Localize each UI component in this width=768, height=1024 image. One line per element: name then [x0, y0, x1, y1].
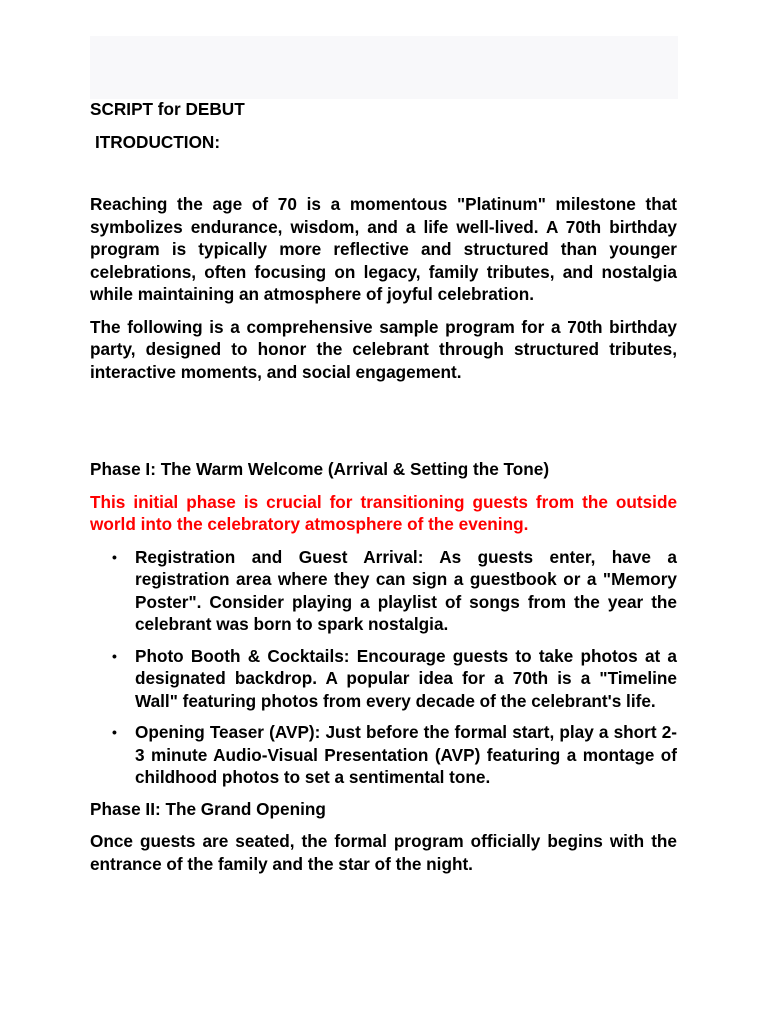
- list-item-text: Photo Booth & Cocktails: Encourage guests to take photos at a designated backdrop. A popular idea for a 70th is a "Timeline Wall" featuring photos from every decade of the celebrant's life.: [135, 645, 677, 711]
- list-item-text: Opening Teaser (AVP): Just before the formal start, play a short 2-3 minute Audio-Visual Presentation (AVP) featuring a montage of childhood photos to set a sentimental tone.: [135, 722, 677, 787]
- phase1-bullet-list: [90, 546, 677, 789]
- list-item: [90, 546, 677, 636]
- bullet-icon: •: [112, 724, 117, 740]
- bullet-icon: •: [112, 647, 117, 664]
- intro-paragraph: Reaching the age of 70 is a momentous "Platinum" milestone that symbolizes endurance, wisdom, and a life well-lived. A 70th birthday program is typically more reflective and structured than younger celebrations, often focusing on legacy, family tributes, and nostalgia while maintaining an atmosphere of joyful celebration.: [90, 194, 677, 304]
- intro-paragraph: The following is a comprehensive sample program for a 70th birthday party, designed to honor the celebrant through structured tributes, interactive moments, and social engagement.: [90, 316, 677, 382]
- document-title: SCRIPT for DEBUT: [90, 99, 245, 119]
- header-placeholder-bar: [90, 36, 678, 99]
- list-item-text: Registration and Guest Arrival: As guests enter, have a registration area where they can sign a guestbook or a "Memory Poster". Consider playing a playlist of songs from the year the celebrant was born to spark nostalgia.: [135, 546, 677, 634]
- list-item: [90, 645, 677, 713]
- phase1-description: This initial phase is crucial for transitioning guests from the outside world into the celebratory atmosphere of the evening.: [90, 491, 677, 534]
- intro-heading: ITRODUCTION:: [95, 131, 221, 152]
- document-body: [90, 98, 677, 875]
- phase1-heading: Phase I: The Warm Welcome (Arrival & Setting the Tone): [90, 459, 550, 479]
- bullet-icon: •: [112, 548, 117, 565]
- phase2-description: Once guests are seated, the formal program officially begins with the entrance of the family and the star of the night.: [90, 831, 677, 874]
- list-item: [90, 721, 677, 789]
- phase2-heading: Phase II: The Grand Opening: [90, 798, 326, 819]
